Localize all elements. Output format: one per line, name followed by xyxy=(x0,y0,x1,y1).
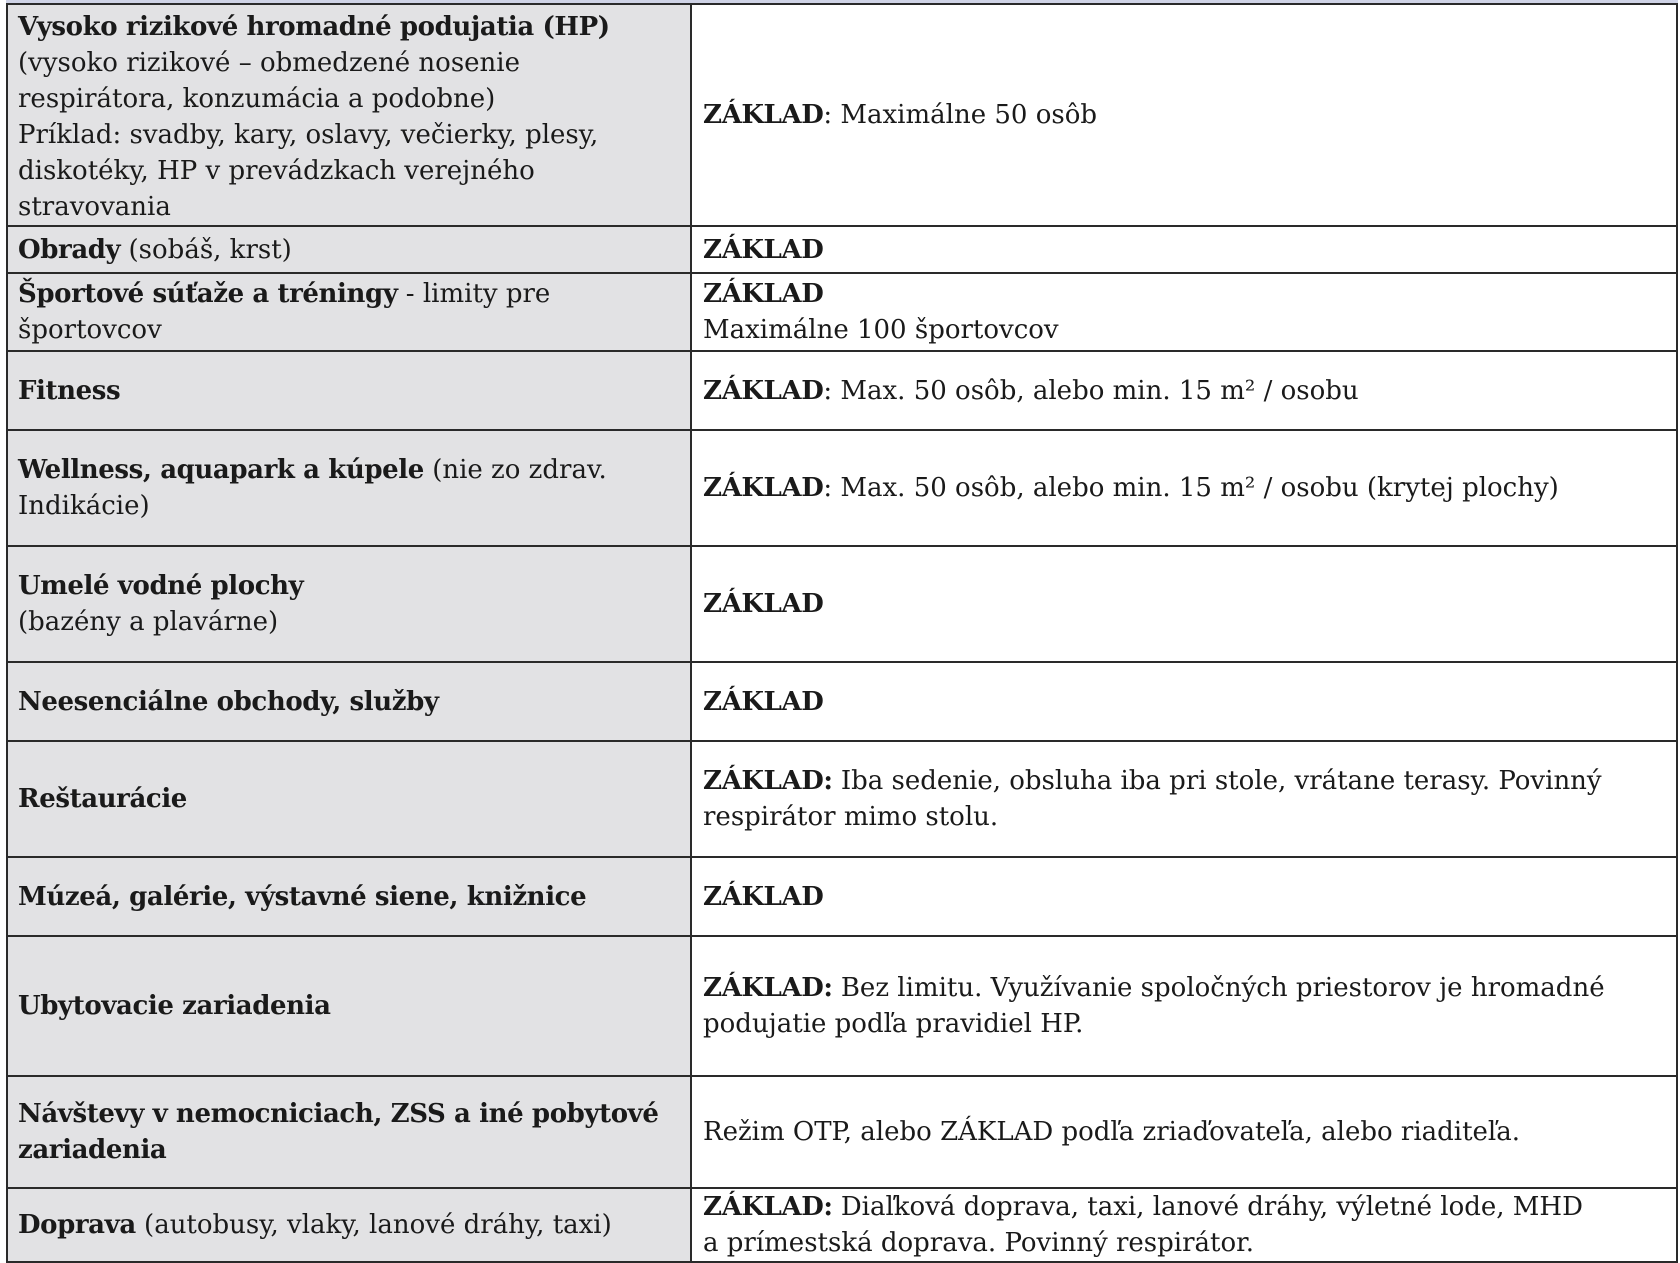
row-label-bold: Fitness xyxy=(18,375,121,406)
row-label-text: (sobáš, krst) xyxy=(120,234,292,265)
table-row xyxy=(7,936,1677,1076)
row-label-bold: Múzeá, galérie, výstavné siene, knižnice xyxy=(18,881,587,912)
table-row xyxy=(7,741,1677,857)
row-value-bold: ZÁKLAD xyxy=(703,473,824,503)
row-value-bold: ZÁKLAD xyxy=(703,234,824,265)
row-label-cell xyxy=(7,351,691,430)
row-label-cell xyxy=(7,1188,691,1262)
table-row xyxy=(7,226,1677,273)
table-row xyxy=(7,351,1677,430)
row-label-line: diskotéky, HP v prevádzkach verejného xyxy=(18,156,535,186)
table-row xyxy=(7,273,1677,351)
row-value-bold: ZÁKLAD: xyxy=(703,766,833,796)
row-value-line: respirátor mimo stolu. xyxy=(703,802,999,832)
row-label-bold: Vysoko rizikové hromadné podujatia (HP) xyxy=(18,12,610,42)
row-label-text: - limity pre športovcov xyxy=(18,279,551,345)
row-value-bold: ZÁKLAD xyxy=(703,589,824,619)
row-value-cell xyxy=(691,546,1677,662)
table-row xyxy=(7,4,1677,226)
row-value-line: a prímestská doprava. Povinný respirátor. xyxy=(703,1228,1254,1258)
row-value-cell xyxy=(691,430,1677,546)
row-label-bold: Návštevy v nemocniciach, ZSS a iné pobytové xyxy=(18,1099,659,1129)
table-row xyxy=(7,430,1677,546)
row-label-line: (vysoko rizikové – obmedzené nosenie xyxy=(18,48,520,78)
row-label-bold: Umelé vodné plochy xyxy=(18,571,304,601)
row-label-cell xyxy=(7,1076,691,1188)
row-value-cell xyxy=(691,741,1677,857)
row-value-text: : Max. 50 osôb, alebo min. 15 m² / osobu (krytej plochy) xyxy=(823,473,1559,503)
table-row xyxy=(7,1076,1677,1188)
row-label-cell xyxy=(7,430,691,546)
row-label-bold: Obrady xyxy=(18,234,121,265)
row-label-cell xyxy=(7,662,691,741)
row-label-cell xyxy=(7,936,691,1076)
row-value-text: Iba sedenie, obsluha iba pri stole, vrátane terasy. Povinný xyxy=(832,766,1602,796)
row-label-line: Príklad: svadby, kary, oslavy, večierky, plesy, xyxy=(18,120,599,150)
row-label-cell xyxy=(7,546,691,662)
row-label-line: respirátora, konzumácia a podobne) xyxy=(18,84,496,114)
row-label-bold: Reštaurácie xyxy=(18,784,187,814)
row-value-text: Diaľková doprava, taxi, lanové dráhy, výletné lode, MHD xyxy=(832,1192,1583,1222)
row-value-text: Režim OTP, alebo ZÁKLAD podľa zriaďovateľa, alebo riaditeľa. xyxy=(703,1117,1521,1147)
row-label-cell xyxy=(7,4,691,226)
rules-table xyxy=(6,3,1678,1263)
row-value-line: Maximálne 100 športovcov xyxy=(703,315,1059,345)
row-value-bold: ZÁKLAD xyxy=(703,100,824,130)
table-row xyxy=(7,662,1677,741)
row-value-text: : Max. 50 osôb, alebo min. 15 m² / osobu xyxy=(823,375,1359,406)
row-label-cell xyxy=(7,226,691,273)
row-value-bold: ZÁKLAD: xyxy=(703,1192,833,1222)
row-value-bold: ZÁKLAD xyxy=(703,375,824,406)
row-value-cell xyxy=(691,351,1677,430)
row-value-cell xyxy=(691,4,1677,226)
row-label-bold: Wellness, aquapark a kúpele xyxy=(18,455,424,485)
row-value-cell xyxy=(691,226,1677,273)
row-value-line: podujatie podľa pravidiel HP. xyxy=(703,1009,1084,1039)
row-label-cell xyxy=(7,857,691,936)
row-value-cell xyxy=(691,662,1677,741)
row-label-text: (nie zo zdrav. xyxy=(423,455,607,485)
row-label-bold-line: zariadenia xyxy=(18,1135,167,1165)
row-value-bold: ZÁKLAD xyxy=(703,686,824,717)
row-label-bold: Ubytovacie zariadenia xyxy=(18,991,331,1021)
row-value-cell xyxy=(691,857,1677,936)
row-value-bold: ZÁKLAD: xyxy=(703,973,833,1003)
row-label-line: stravovania xyxy=(18,192,171,222)
table-row xyxy=(7,546,1677,662)
row-value-cell xyxy=(691,273,1677,351)
row-value-cell xyxy=(691,936,1677,1076)
table-row xyxy=(7,1188,1677,1262)
row-label-cell xyxy=(7,741,691,857)
row-value-text: Bez limitu. Využívanie spoločných priestorov je hromadné xyxy=(832,973,1605,1003)
row-value-text: : Maximálne 50 osôb xyxy=(823,100,1097,130)
row-value-cell xyxy=(691,1188,1677,1262)
row-label-bold: Neesenciálne obchody, služby xyxy=(18,686,439,717)
row-value-bold: ZÁKLAD xyxy=(703,881,824,912)
row-value-bold: ZÁKLAD xyxy=(703,279,824,309)
row-value-cell xyxy=(691,1076,1677,1188)
row-label-cell xyxy=(7,273,691,351)
row-label-line: (bazény a plavárne) xyxy=(18,607,279,637)
row-label-line: Indikácie) xyxy=(18,491,150,521)
row-label-text: (autobusy, vlaky, lanové dráhy, taxi) xyxy=(135,1210,612,1240)
row-label-bold: Športové súťaže a tréningy xyxy=(18,279,398,309)
table-row xyxy=(7,857,1677,936)
row-label-bold: Doprava xyxy=(18,1210,136,1240)
